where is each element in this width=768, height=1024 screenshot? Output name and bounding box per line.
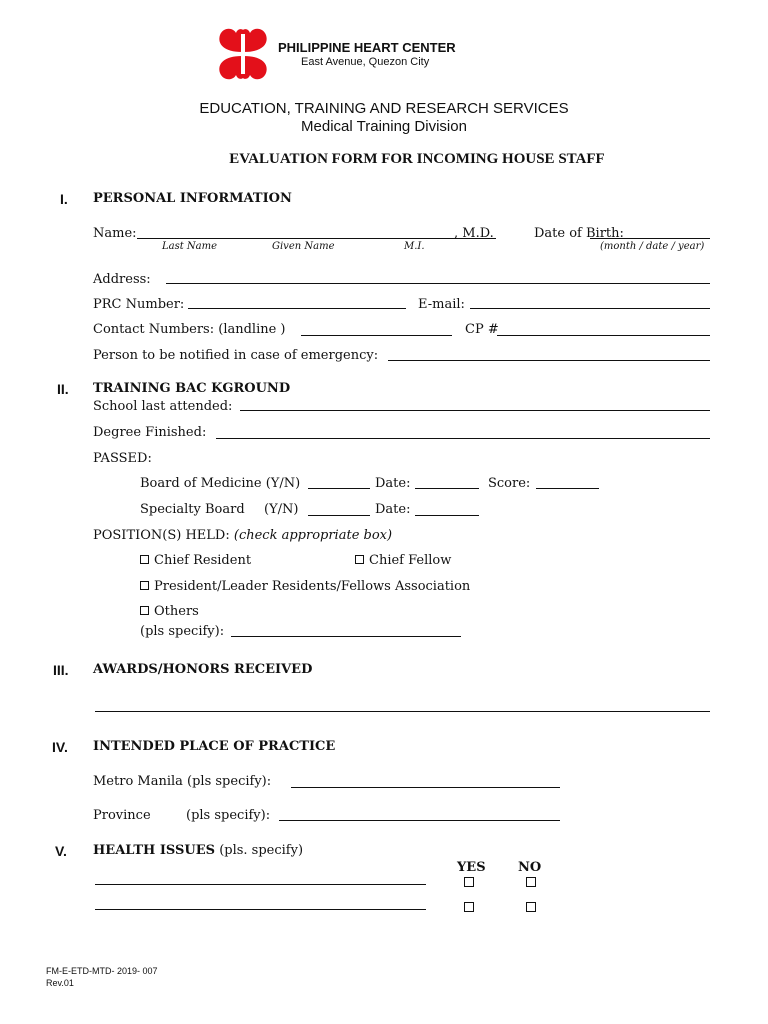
awards-field[interactable]: [95, 711, 710, 712]
section2-title: TRAINING BAC KGROUND: [93, 381, 291, 396]
cp-field[interactable]: [497, 335, 710, 336]
yes-header: YES: [457, 860, 486, 875]
others-specify-label: (pls specify):: [140, 624, 225, 639]
position-hint: (check appropriate box): [233, 528, 393, 543]
health-1-yes-checkbox[interactable]: [464, 877, 474, 887]
passed-label: PASSED:: [93, 451, 152, 466]
section3-title: AWARDS/HONORS RECEIVED: [93, 662, 313, 677]
position-label: [93, 528, 392, 543]
email-field[interactable]: [470, 308, 710, 309]
health-issue-field-1[interactable]: [95, 884, 426, 885]
specialty-date-label: Date:: [375, 502, 411, 517]
specialty-yn-field[interactable]: [308, 515, 370, 516]
bom-date-field[interactable]: [415, 488, 479, 489]
score-field[interactable]: [536, 488, 599, 489]
health-1-no-checkbox[interactable]: [526, 877, 536, 887]
form-title: EVALUATION FORM FOR INCOMING HOUSE STAFF: [229, 151, 605, 167]
section2-number: II.: [57, 381, 69, 397]
address-field[interactable]: [166, 283, 710, 284]
option-label: President/Leader Residents/Fellows Association: [154, 579, 471, 594]
bom-date-label: Date:: [375, 476, 411, 491]
degree-label: Degree Finished:: [93, 425, 207, 440]
division-line2: Medical Training Division: [301, 118, 467, 135]
sub-given-name: Given Name: [272, 241, 335, 252]
no-header: NO: [518, 860, 542, 875]
checkbox-icon[interactable]: [140, 581, 149, 590]
health-2-no-checkbox[interactable]: [526, 902, 536, 912]
landline-field[interactable]: [301, 335, 452, 336]
contact-label: Contact Numbers: (landline ): [93, 322, 286, 337]
option-chief-fellow[interactable]: [355, 553, 451, 568]
position-label-text: POSITION(S) HELD:: [93, 528, 230, 543]
division-line1: EDUCATION, TRAINING AND RESEARCH SERVICES: [199, 100, 569, 117]
prc-field[interactable]: [188, 308, 406, 309]
section1-number: I.: [60, 191, 68, 207]
logo: [214, 26, 272, 82]
checkbox-icon[interactable]: [140, 606, 149, 615]
province-specify-label: (pls specify):: [186, 808, 271, 823]
prc-label: PRC Number:: [93, 297, 185, 312]
form-code: FM-E-ETD-MTD- 2019- 007: [46, 966, 158, 976]
cp-label: CP #: [465, 322, 499, 337]
emergency-label: Person to be notified in case of emergency:: [93, 348, 379, 363]
school-field[interactable]: [240, 410, 710, 411]
email-label: E-mail:: [418, 297, 465, 312]
province-field[interactable]: [279, 820, 560, 821]
metro-label: Metro Manila (pls specify):: [93, 774, 272, 789]
option-label: Chief Resident: [154, 553, 252, 568]
section5-number: V.: [55, 843, 67, 859]
org-address: East Avenue, Quezon City: [301, 56, 430, 68]
degree-field[interactable]: [216, 438, 710, 439]
name-label: Name:: [93, 226, 137, 241]
sub-last-name: Last Name: [162, 241, 218, 252]
metro-field[interactable]: [291, 787, 560, 788]
score-label: Score:: [488, 476, 531, 491]
province-label: Province: [93, 808, 151, 823]
address-label: Address:: [93, 272, 151, 287]
emergency-field[interactable]: [388, 360, 710, 361]
heart-clover-icon: [214, 26, 272, 82]
section3-number: III.: [53, 662, 69, 678]
sub-mi: M.I.: [404, 241, 425, 252]
option-president[interactable]: [140, 579, 470, 594]
option-label: Others: [154, 604, 199, 619]
section5-title: [93, 843, 303, 858]
checkbox-icon[interactable]: [140, 555, 149, 564]
section1-title: PERSONAL INFORMATION: [93, 191, 292, 206]
bom-label: Board of Medicine (Y/N): [140, 476, 301, 491]
section4-title: INTENDED PLACE OF PRACTICE: [93, 739, 336, 754]
form-revision: Rev.01: [46, 978, 74, 988]
school-label: School last attended:: [93, 399, 233, 414]
option-label: Chief Fellow: [369, 553, 452, 568]
health-issue-field-2[interactable]: [95, 909, 426, 910]
md-underline: [458, 238, 496, 239]
section4-number: IV.: [52, 739, 68, 755]
bom-yn-field[interactable]: [308, 488, 370, 489]
sub-dob: (month / date / year): [600, 241, 705, 252]
option-chief-resident[interactable]: [140, 553, 251, 568]
option-others[interactable]: [140, 604, 199, 619]
section5-title-suffix: (pls. specify): [219, 843, 304, 858]
org-name: PHILIPPINE HEART CENTER: [278, 40, 456, 55]
specialty-date-field[interactable]: [415, 515, 479, 516]
md-suffix: , M.D.: [454, 226, 494, 241]
specialty-label: Specialty Board: [140, 502, 245, 517]
checkbox-icon[interactable]: [355, 555, 364, 564]
health-2-yes-checkbox[interactable]: [464, 902, 474, 912]
dob-label: Date of Birth:: [534, 226, 624, 241]
section5-title-text: HEALTH ISSUES: [93, 843, 216, 858]
dob-field[interactable]: [590, 238, 710, 239]
name-field[interactable]: [137, 238, 459, 239]
specialty-yn-label: (Y/N): [264, 502, 299, 517]
others-specify-field[interactable]: [231, 636, 461, 637]
